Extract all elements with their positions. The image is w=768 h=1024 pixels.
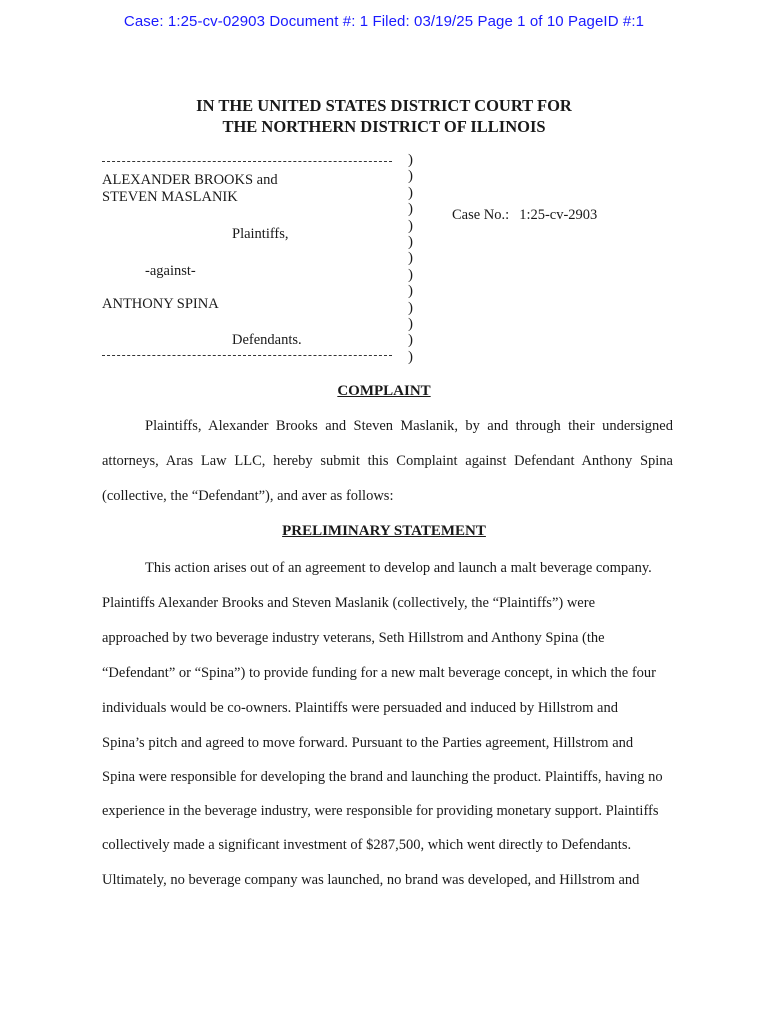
caption-top-rule bbox=[102, 161, 392, 162]
statement-line-1: This action arises out of an agreement to develop and launch a malt beverage company. bbox=[145, 560, 652, 576]
statement-line-7: Spina were responsible for developing the brand and launching the product. Plaintiffs, having no bbox=[102, 769, 663, 785]
statement-line-8: experience in the beverage industry, were responsible for providing monetary support. Plaintiffs bbox=[102, 803, 659, 819]
defendant-name: ANTHONY SPINA bbox=[102, 296, 219, 312]
caption-paren: ) bbox=[408, 299, 413, 316]
statement-line-3: approached by two beverage industry veterans, Seth Hillstrom and Anthony Spina (the bbox=[102, 630, 605, 646]
caption-paren: ) bbox=[408, 217, 413, 234]
plaintiff-1: ALEXANDER BROOKS and bbox=[102, 172, 278, 188]
caption-paren: ) bbox=[408, 201, 413, 218]
caption-paren: ) bbox=[408, 316, 413, 333]
caption-paren: ) bbox=[408, 332, 413, 349]
statement-line-5: individuals would be co-owners. Plaintiffs were persuaded and induced by Hillstrom and bbox=[102, 700, 618, 716]
caption-paren: ) bbox=[408, 266, 413, 283]
caption-paren: ) bbox=[408, 348, 413, 365]
statement-line-2: Plaintiffs Alexander Brooks and Steven Maslanik (collectively, the “Plaintiffs”) were bbox=[102, 595, 596, 611]
against-label: -against- bbox=[145, 263, 196, 279]
caption-paren: ) bbox=[408, 234, 413, 251]
caption-bottom-rule bbox=[102, 355, 392, 356]
statement-line-9: collectively made a significant investment of $287,500, which went directly to Defendants. bbox=[102, 837, 632, 853]
complaint-heading: COMPLAINT bbox=[337, 383, 431, 399]
court-title-line-2: THE NORTHERN DISTRICT OF ILLINOIS bbox=[222, 117, 546, 136]
statement-line-6: Spina’s pitch and agreed to move forward. Pursuant to the Parties agreement, Hillstrom and bbox=[102, 735, 634, 751]
preliminary-statement-heading: PRELIMINARY STATEMENT bbox=[282, 523, 486, 539]
caption-paren: ) bbox=[408, 184, 413, 201]
statement-line-10: Ultimately, no beverage company was launched, no brand was developed, and Hillstrom and bbox=[102, 872, 640, 888]
intro-line-2: attorneys, Aras Law LLC, hereby submit this Complaint against Defendant Anthony Spina bbox=[102, 453, 673, 469]
caption-paren: ) bbox=[408, 250, 413, 267]
caption-paren-column bbox=[408, 152, 420, 365]
intro-line-1: Plaintiffs, Alexander Brooks and Steven Maslanik, by and through their undersigned bbox=[145, 418, 673, 434]
caption-paren: ) bbox=[408, 152, 413, 168]
statement-line-4: “Defendant” or “Spina”) to provide funding for a new malt beverage concept, in which the four bbox=[102, 665, 657, 681]
case-number-block bbox=[452, 207, 597, 224]
plaintiff-2: STEVEN MASLANIK bbox=[102, 189, 238, 205]
court-title bbox=[0, 95, 768, 137]
filing-stamp: Case: 1:25-cv-02903 Document #: 1 Filed: 03/19/25 Page 1 of 10 PageID #:1 bbox=[123, 13, 645, 30]
defendants-label: Defendants. bbox=[232, 332, 302, 348]
intro-line-3: (collective, the “Defendant”), and aver as follows: bbox=[102, 488, 394, 504]
caption-paren: ) bbox=[408, 283, 413, 300]
plaintiffs-label: Plaintiffs, bbox=[232, 226, 289, 242]
court-title-line-1: IN THE UNITED STATES DISTRICT COURT FOR bbox=[196, 96, 572, 115]
case-number-label: Case No.: bbox=[452, 207, 510, 223]
caption-paren: ) bbox=[408, 168, 413, 185]
case-number: 1:25-cv-2903 bbox=[519, 207, 598, 223]
